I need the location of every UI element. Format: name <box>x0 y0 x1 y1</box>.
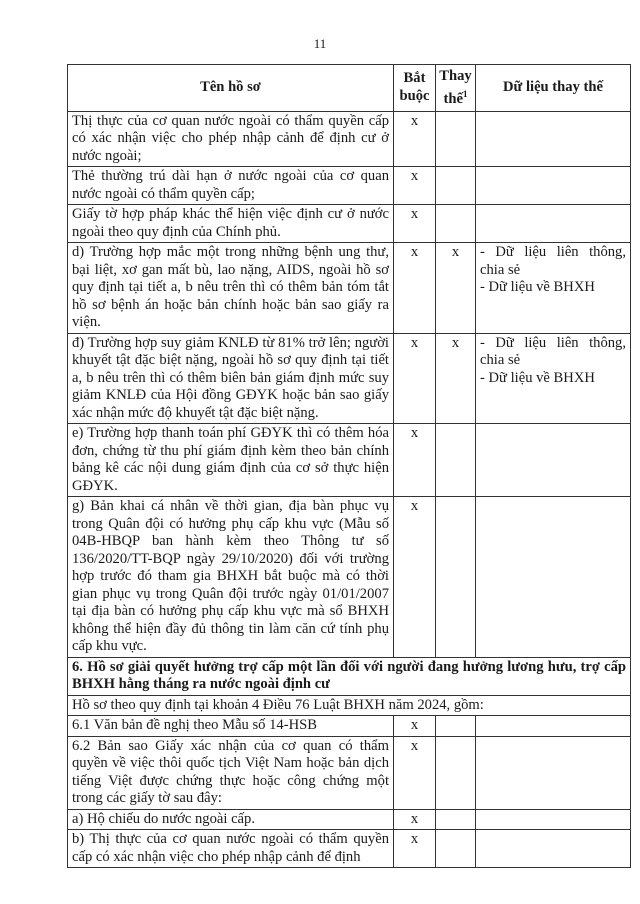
alt-data-item: - Dữ liệu về BHXH <box>480 279 595 296</box>
table-row <box>68 243 631 334</box>
footnote-marker: 1 <box>462 88 468 99</box>
alt-data-item: - Dữ liệu liên thông, chia sẻ <box>480 244 626 278</box>
row-name: đ) Trường hợp suy giảm KNLĐ từ 81% trở lên; người khuyết tật đặc biệt nặng, ngoài hồ sơ quy định tại tiết a, b nêu trên thì có thêm biên bản giám định mức suy giảm KNLĐ của Hội đồng GĐYK hoặc bản sao giấy xác nhận mức độ khuyết tật đặc biệt nặng. <box>68 333 394 424</box>
document-table <box>67 64 631 868</box>
row-name: e) Trường hợp thanh toán phí GĐYK thì có thêm hóa đơn, chứng từ thu phí giám định kèm theo bản chính bảng kê các nội dung giám định của cơ sở thực hiện GĐYK. <box>68 424 394 497</box>
row-alternative: x <box>436 243 476 334</box>
row-alternative: x <box>436 333 476 424</box>
row-alternative <box>436 111 476 167</box>
row-name: b) Thị thực của cơ quan nước ngoài có thẩm quyền cấp có xác nhận việc cho phép nhập cảnh để định <box>68 830 394 868</box>
row-alt-data <box>476 497 631 658</box>
row-alt-data <box>476 167 631 205</box>
table-row <box>68 167 631 205</box>
row-alternative <box>436 497 476 658</box>
row-name: a) Hộ chiếu do nước ngoài cấp. <box>68 809 394 830</box>
table-row <box>68 809 631 830</box>
section-intro: Hồ sơ theo quy định tại khoản 4 Điều 76 Luật BHXH năm 2024, gồm: <box>68 695 631 716</box>
row-alt-data <box>476 205 631 243</box>
row-alt-data <box>476 111 631 167</box>
row-name: 6.1 Văn bản đề nghị theo Mẫu số 14-HSB <box>68 716 394 737</box>
row-alt-data <box>476 716 631 737</box>
header-alt-data: Dữ liệu thay thế <box>476 65 631 112</box>
header-alternative-label: Thay thế <box>439 68 472 107</box>
row-required: x <box>394 111 436 167</box>
section-title-row <box>68 657 631 695</box>
row-required: x <box>394 497 436 658</box>
table-row <box>68 111 631 167</box>
row-alt-data <box>476 809 631 830</box>
header-alternative <box>436 65 476 112</box>
alt-data-item: - Dữ liệu về BHXH <box>480 369 595 386</box>
row-name: Thẻ thường trú dài hạn ở nước ngoài của cơ quan nước ngoài có thẩm quyền cấp; <box>68 167 394 205</box>
row-alternative <box>436 205 476 243</box>
table-row <box>68 497 631 658</box>
table-row <box>68 830 631 868</box>
row-alternative <box>436 424 476 497</box>
row-alternative <box>436 167 476 205</box>
row-name: Thị thực của cơ quan nước ngoài có thẩm quyền cấp có xác nhận việc cho phép nhập cảnh để định cư ở nước ngoài; <box>68 111 394 167</box>
row-required: x <box>394 736 436 809</box>
row-required: x <box>394 243 436 334</box>
header-required: Bắt buộc <box>394 65 436 112</box>
row-alternative <box>436 736 476 809</box>
row-required: x <box>394 333 436 424</box>
row-alt-data <box>476 333 631 424</box>
table-row <box>68 205 631 243</box>
header-name: Tên hồ sơ <box>68 65 394 112</box>
table-header-row <box>68 65 631 112</box>
row-required: x <box>394 205 436 243</box>
page-number: 11 <box>313 36 327 51</box>
row-alt-data <box>476 830 631 868</box>
row-name: d) Trường hợp mắc một trong những bệnh ung thư, bại liệt, xơ gan mất bù, lao nặng, AIDS, ngoài hồ sơ quy định tại tiết a, b nêu trên thì có thêm bản tóm tắt hồ sơ bệnh án hoặc bản chính hoặc bản sao giấy ra viện. <box>68 243 394 334</box>
table-row <box>68 716 631 737</box>
section-intro-row <box>68 695 631 716</box>
row-alt-data <box>476 243 631 334</box>
section-title: 6. Hồ sơ giải quyết hưởng trợ cấp một lần đối với người đang hưởng lương hưu, trợ cấp BHXH hằng tháng ra nước ngoài định cư <box>68 657 631 695</box>
row-required: x <box>394 424 436 497</box>
row-name: 6.2 Bản sao Giấy xác nhận của cơ quan có thẩm quyền về việc thôi quốc tịch Việt Nam hoặc bản dịch tiếng Việt được chứng thực hoặc công chứng một trong các giấy tờ sau đây: <box>68 736 394 809</box>
row-required: x <box>394 716 436 737</box>
row-alternative <box>436 716 476 737</box>
row-name: Giấy tờ hợp pháp khác thể hiện việc định cư ở nước ngoài theo quy định của Chính phủ. <box>68 205 394 243</box>
table-row <box>68 736 631 809</box>
row-alt-data <box>476 736 631 809</box>
row-required: x <box>394 167 436 205</box>
row-alternative <box>436 830 476 868</box>
row-required: x <box>394 830 436 868</box>
alt-data-item: - Dữ liệu liên thông, chia sẻ <box>480 334 626 369</box>
table-row <box>68 333 631 424</box>
row-name: g) Bản khai cá nhân về thời gian, địa bàn phục vụ trong Quân đội có hưởng phụ cấp khu vực (Mẫu số 04B-HBQP ban hành kèm theo Thông tư số 136/2020/TT-BQP ngày 29/10/2020) đối với trường hợp trước đó tham gia BHXH bắt buộc mà có thời gian phục vụ trong Quân đội trước ngày 01/01/2007 tại địa bàn có hưởng phụ cấp khu vực mà sổ BHXH không thể hiện đầy đủ thông tin làm căn cứ tính phụ cấp khu vực. <box>68 497 394 658</box>
row-required: x <box>394 809 436 830</box>
row-alternative <box>436 809 476 830</box>
table-row <box>68 424 631 497</box>
row-alt-data <box>476 424 631 497</box>
